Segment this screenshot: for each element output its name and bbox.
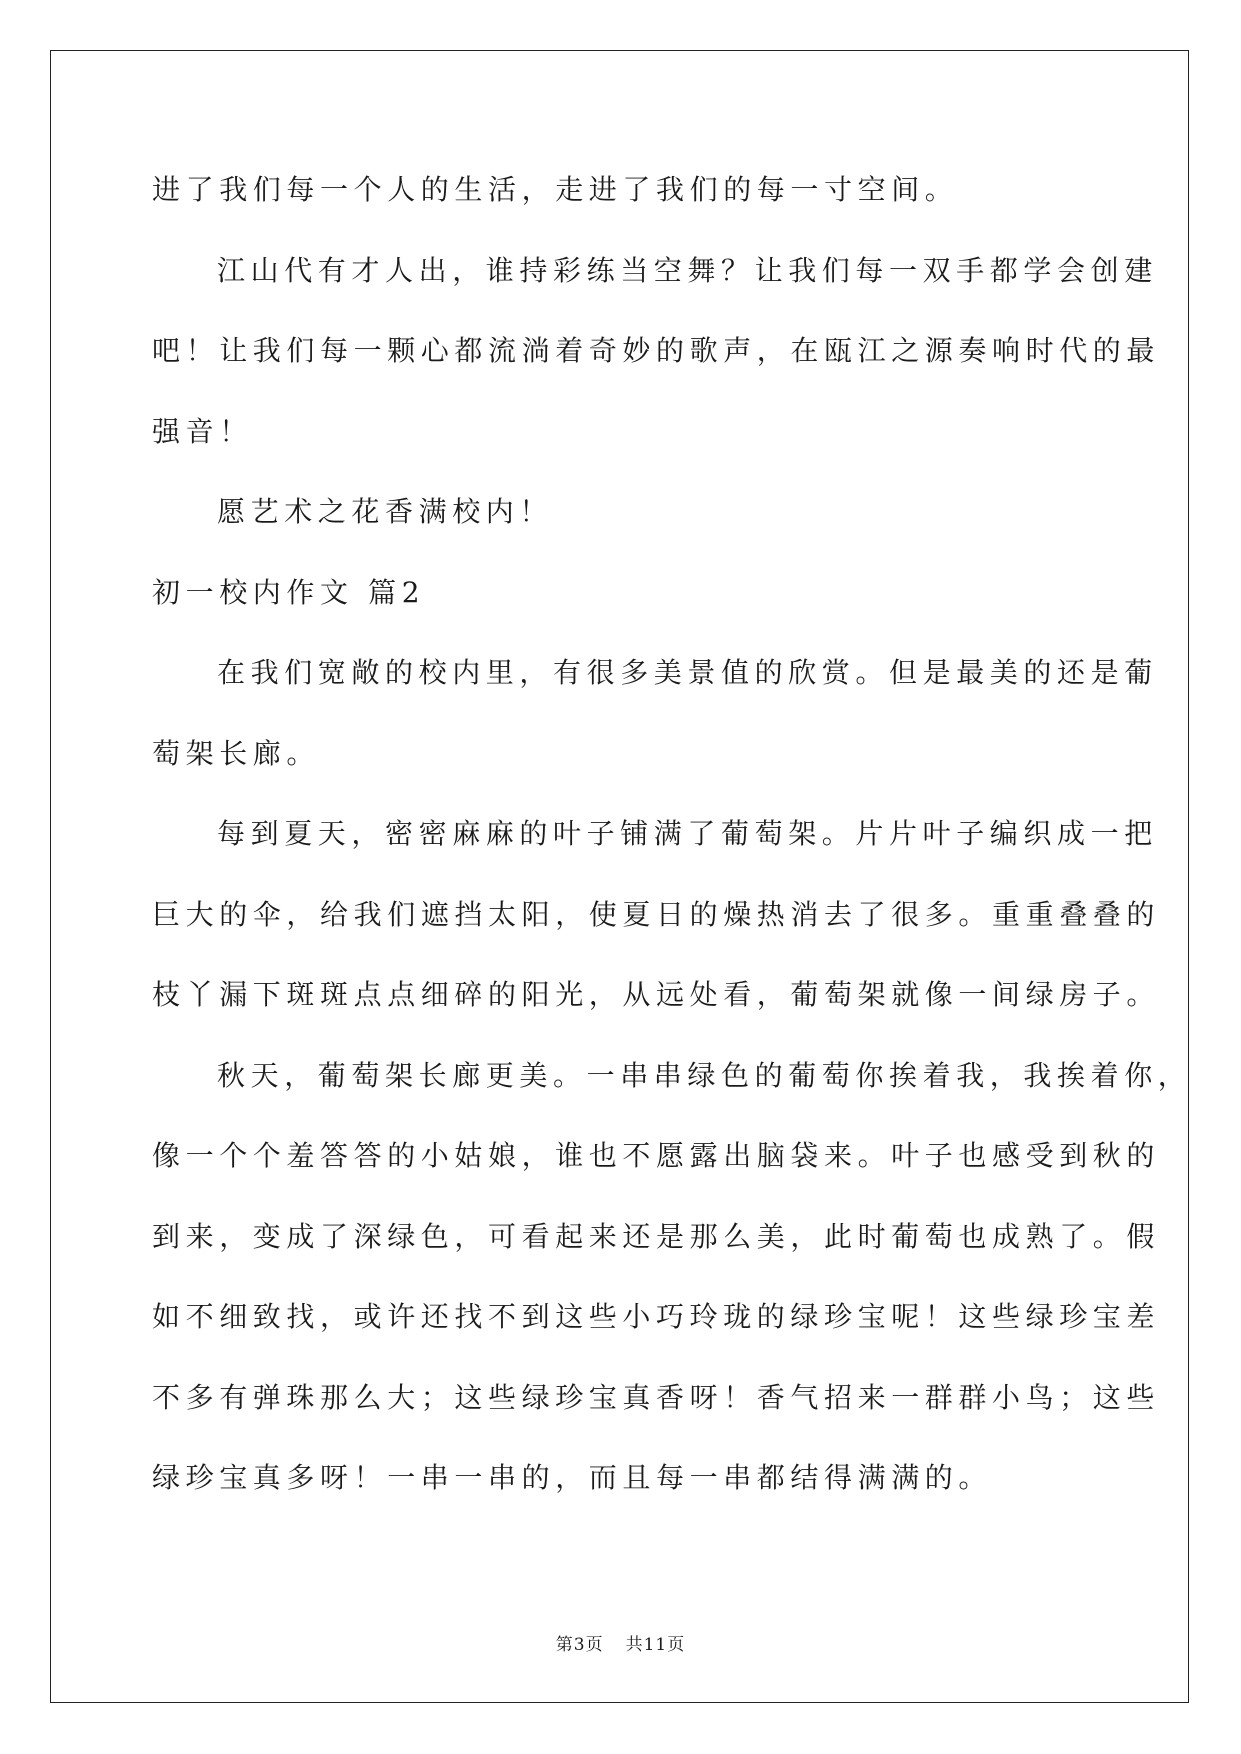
paragraph-first-line: 在我们宽敞的校内里，有很多美景值的欣赏。但是最美的还是葡	[217, 656, 1158, 689]
text-line: 像一个个羞答答的小姑娘，谁也不愿露出脑袋来。叶子也感受到秋的	[152, 1139, 1161, 1172]
text-line: 巨大的伞，给我们遮挡太阳，使夏日的燥热消去了很多。重重叠叠的	[152, 897, 1161, 931]
document-body	[152, 150, 1192, 1519]
page-total: 共11页	[625, 1635, 686, 1655]
text-line: 如不细致找，或许还找不到这些小巧玲珑的绿珍宝呢！这些绿珍宝差	[152, 1300, 1161, 1333]
page-footer	[0, 1630, 1241, 1655]
text-line: 吧！让我们每一颗心都流淌着奇妙的歌声，在瓯江之源奏响时代的最	[152, 334, 1161, 367]
text-line: 绿珍宝真多呀！一串一串的，而且每一串都结得满满的。	[152, 1461, 993, 1494]
text-line: 萄架长廊。	[152, 736, 321, 770]
text-line: 进了我们每一个人的生活，走进了我们的每一寸空间。	[152, 173, 959, 206]
text-line: 到来，变成了深绿色，可看起来还是那么美，此时葡萄也成熟了。假	[152, 1219, 1161, 1253]
page-number: 第3页	[555, 1635, 604, 1655]
section-heading: 初一校内作文 篇2	[152, 575, 426, 609]
paragraph-first-line: 每到夏天，密密麻麻的叶子铺满了葡萄架。片片叶子编织成一把	[217, 817, 1158, 850]
text-line: 强音！	[152, 414, 253, 448]
paragraph-first-line: 秋天，葡萄架长廊更美。一串串绿色的葡萄你挨着我，我挨着你，	[217, 1058, 1192, 1092]
text-line: 枝丫漏下斑斑点点细碎的阳光，从远处看，葡萄架就像一间绿房子。	[152, 978, 1161, 1011]
paragraph-first-line: 愿艺术之花香满校内！	[217, 495, 554, 528]
text-line: 不多有弹珠那么大；这些绿珍宝真香呀！香气招来一群群小鸟；这些	[152, 1380, 1161, 1414]
paragraph-first-line: 江山代有才人出，谁持彩练当空舞？让我们每一双手都学会创建	[217, 253, 1158, 287]
